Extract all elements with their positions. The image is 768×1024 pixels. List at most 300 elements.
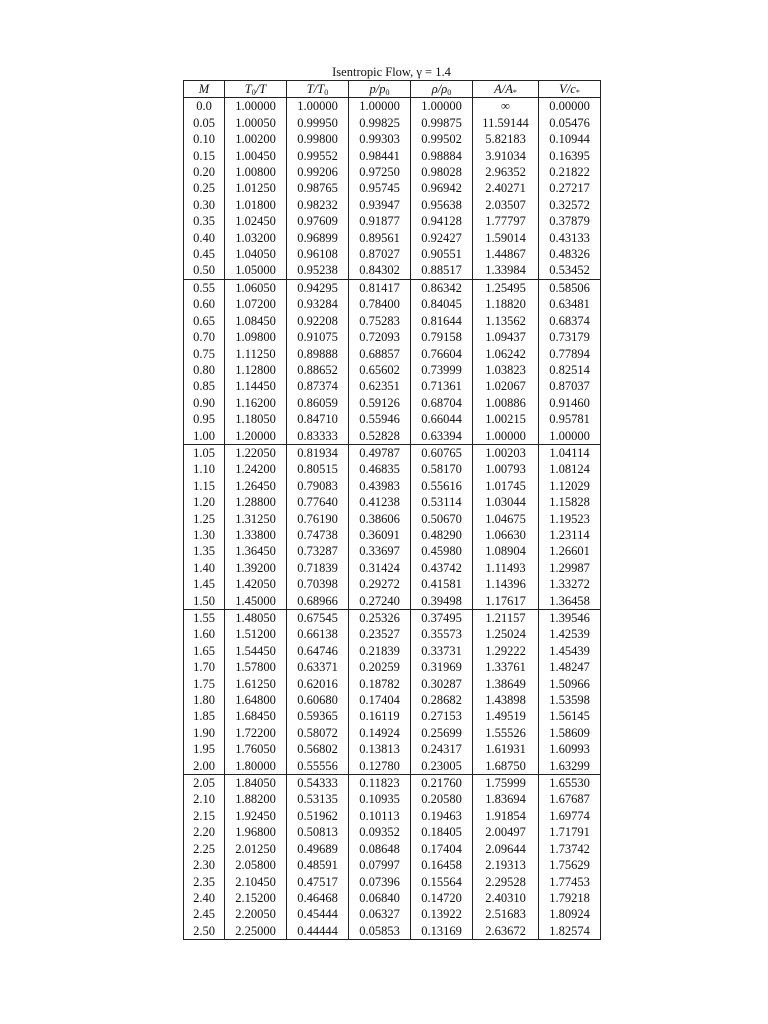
cell-p-over-p0: 0.49787: [349, 444, 411, 461]
cell-mach: 1.90: [184, 725, 225, 741]
cell-t-over-t0: 0.51962: [287, 808, 349, 824]
table-row: [184, 890, 601, 906]
cell-mach: 0.05: [184, 115, 225, 131]
cell-rho-over-rho0: 0.16458: [411, 857, 473, 873]
cell-p-over-p0: 0.41238: [349, 494, 411, 510]
cell-mach: 1.85: [184, 708, 225, 724]
cell-a-over-astar: 2.19313: [473, 857, 539, 873]
cell-mach: 1.65: [184, 643, 225, 659]
cell-rho-over-rho0: 0.48290: [411, 527, 473, 543]
cell-t-over-t0: 0.86059: [287, 395, 349, 411]
cell-mach: 1.25: [184, 511, 225, 527]
cell-rho-over-rho0: 0.43742: [411, 560, 473, 576]
cell-rho-over-rho0: 0.19463: [411, 808, 473, 824]
cell-t0-over-t: 1.20000: [225, 428, 287, 445]
cell-rho-over-rho0: 0.71361: [411, 378, 473, 394]
cell-t-over-t0: 0.80515: [287, 461, 349, 477]
cell-a-over-astar: 1.43898: [473, 692, 539, 708]
cell-p-over-p0: 0.07396: [349, 874, 411, 890]
cell-t-over-t0: 0.46468: [287, 890, 349, 906]
cell-t-over-t0: 0.88652: [287, 362, 349, 378]
cell-t0-over-t: 1.00450: [225, 148, 287, 164]
cell-a-over-astar: 1.06242: [473, 346, 539, 362]
cell-a-over-astar: 2.40271: [473, 180, 539, 196]
cell-a-over-astar: 1.00215: [473, 411, 539, 427]
cell-t-over-t0: 0.71839: [287, 560, 349, 576]
table-row: [184, 148, 601, 164]
cell-mach: 1.35: [184, 543, 225, 559]
cell-rho-over-rho0: 0.30287: [411, 676, 473, 692]
cell-t0-over-t: 1.48050: [225, 610, 287, 627]
cell-v-over-cstar: 0.43133: [539, 230, 601, 246]
cell-a-over-astar: 1.49519: [473, 708, 539, 724]
cell-p-over-p0: 0.10935: [349, 791, 411, 807]
table-row: [184, 197, 601, 213]
cell-v-over-cstar: 1.45439: [539, 643, 601, 659]
table-row: [184, 906, 601, 922]
cell-t0-over-t: 1.07200: [225, 296, 287, 312]
header-temperature-ratio: $T/T_0$: [287, 81, 349, 98]
cell-t-over-t0: 0.67545: [287, 610, 349, 627]
cell-t-over-t0: 0.96899: [287, 230, 349, 246]
cell-t0-over-t: 1.33800: [225, 527, 287, 543]
cell-rho-over-rho0: 0.81644: [411, 313, 473, 329]
cell-t-over-t0: 0.84710: [287, 411, 349, 427]
cell-t-over-t0: 0.55556: [287, 758, 349, 775]
table-row: [184, 626, 601, 642]
cell-p-over-p0: 0.07997: [349, 857, 411, 873]
cell-a-over-astar: 1.13562: [473, 313, 539, 329]
cell-mach: 1.10: [184, 461, 225, 477]
cell-v-over-cstar: 1.29987: [539, 560, 601, 576]
cell-p-over-p0: 0.43983: [349, 478, 411, 494]
cell-t0-over-t: 1.05000: [225, 262, 287, 279]
cell-mach: 1.50: [184, 593, 225, 610]
cell-t-over-t0: 0.70398: [287, 576, 349, 592]
cell-t0-over-t: 2.15200: [225, 890, 287, 906]
cell-t-over-t0: 0.99800: [287, 131, 349, 147]
cell-rho-over-rho0: 0.33731: [411, 643, 473, 659]
cell-p-over-p0: 0.12780: [349, 758, 411, 775]
cell-t-over-t0: 0.50813: [287, 824, 349, 840]
cell-v-over-cstar: 0.16395: [539, 148, 601, 164]
cell-t0-over-t: 1.04050: [225, 246, 287, 262]
table-row: [184, 395, 601, 411]
cell-rho-over-rho0: 0.39498: [411, 593, 473, 610]
cell-t-over-t0: 0.99552: [287, 148, 349, 164]
table-row: [184, 775, 601, 792]
cell-t0-over-t: 1.96800: [225, 824, 287, 840]
cell-p-over-p0: 0.18782: [349, 676, 411, 692]
cell-t0-over-t: 1.09800: [225, 329, 287, 345]
cell-v-over-cstar: 0.58506: [539, 279, 601, 296]
cell-a-over-astar: 2.00497: [473, 824, 539, 840]
cell-v-over-cstar: 1.33272: [539, 576, 601, 592]
cell-p-over-p0: 0.81417: [349, 279, 411, 296]
cell-t0-over-t: 1.12800: [225, 362, 287, 378]
cell-a-over-astar: 2.03507: [473, 197, 539, 213]
cell-rho-over-rho0: 0.58170: [411, 461, 473, 477]
cell-p-over-p0: 0.93947: [349, 197, 411, 213]
cell-rho-over-rho0: 0.55616: [411, 478, 473, 494]
cell-mach: 2.50: [184, 923, 225, 940]
header-area-ratio: $A/A_*$: [473, 81, 539, 98]
cell-a-over-astar: 1.33761: [473, 659, 539, 675]
cell-mach: 0.20: [184, 164, 225, 180]
cell-rho-over-rho0: 0.24317: [411, 741, 473, 757]
cell-rho-over-rho0: 0.84045: [411, 296, 473, 312]
cell-a-over-astar: 1.04675: [473, 511, 539, 527]
table-row: [184, 313, 601, 329]
table-row: [184, 494, 601, 510]
cell-a-over-astar: 1.59014: [473, 230, 539, 246]
cell-rho-over-rho0: 0.35573: [411, 626, 473, 642]
cell-p-over-p0: 0.06327: [349, 906, 411, 922]
cell-v-over-cstar: 1.12029: [539, 478, 601, 494]
table-row: [184, 676, 601, 692]
cell-rho-over-rho0: 0.37495: [411, 610, 473, 627]
cell-t0-over-t: 1.11250: [225, 346, 287, 362]
cell-p-over-p0: 0.97250: [349, 164, 411, 180]
cell-p-over-p0: 0.20259: [349, 659, 411, 675]
cell-rho-over-rho0: 0.23005: [411, 758, 473, 775]
table-row: [184, 543, 601, 559]
isentropic-flow-table: [183, 80, 601, 940]
cell-a-over-astar: 1.03044: [473, 494, 539, 510]
table-row: [184, 758, 601, 775]
cell-a-over-astar: 1.61931: [473, 741, 539, 757]
cell-t0-over-t: 1.39200: [225, 560, 287, 576]
cell-rho-over-rho0: 0.21760: [411, 775, 473, 792]
cell-mach: 0.50: [184, 262, 225, 279]
cell-t-over-t0: 0.87374: [287, 378, 349, 394]
cell-a-over-astar: 2.63672: [473, 923, 539, 940]
cell-rho-over-rho0: 0.14720: [411, 890, 473, 906]
cell-t-over-t0: 0.62016: [287, 676, 349, 692]
header-velocity-ratio: $V/c_*$: [539, 81, 601, 98]
cell-t0-over-t: 2.25000: [225, 923, 287, 940]
cell-v-over-cstar: 1.48247: [539, 659, 601, 675]
cell-t-over-t0: 0.60680: [287, 692, 349, 708]
table-row: [184, 411, 601, 427]
cell-a-over-astar: 1.01745: [473, 478, 539, 494]
cell-t0-over-t: 1.61250: [225, 676, 287, 692]
cell-mach: 0.45: [184, 246, 225, 262]
cell-t-over-t0: 0.73287: [287, 543, 349, 559]
cell-mach: 1.40: [184, 560, 225, 576]
cell-mach: 2.35: [184, 874, 225, 890]
cell-t-over-t0: 0.95238: [287, 262, 349, 279]
table-row: [184, 461, 601, 477]
cell-mach: 0.65: [184, 313, 225, 329]
cell-p-over-p0: 0.16119: [349, 708, 411, 724]
table-row: [184, 610, 601, 627]
cell-a-over-astar: 1.06630: [473, 527, 539, 543]
cell-mach: 2.40: [184, 890, 225, 906]
cell-t-over-t0: 0.99206: [287, 164, 349, 180]
cell-v-over-cstar: 1.36458: [539, 593, 601, 610]
cell-p-over-p0: 0.08648: [349, 841, 411, 857]
cell-t0-over-t: 1.84050: [225, 775, 287, 792]
cell-v-over-cstar: 1.71791: [539, 824, 601, 840]
table-row: [184, 444, 601, 461]
cell-mach: 2.20: [184, 824, 225, 840]
cell-mach: 0.95: [184, 411, 225, 427]
cell-p-over-p0: 0.33697: [349, 543, 411, 559]
cell-p-over-p0: 0.75283: [349, 313, 411, 329]
cell-t0-over-t: 1.42050: [225, 576, 287, 592]
cell-a-over-astar: 1.00203: [473, 444, 539, 461]
cell-v-over-cstar: 1.79218: [539, 890, 601, 906]
cell-rho-over-rho0: 0.41581: [411, 576, 473, 592]
cell-v-over-cstar: 1.80924: [539, 906, 601, 922]
cell-t-over-t0: 0.93284: [287, 296, 349, 312]
header-pressure-ratio: $p/p_0$: [349, 81, 411, 98]
cell-v-over-cstar: 1.53598: [539, 692, 601, 708]
cell-mach: 0.55: [184, 279, 225, 296]
cell-mach: 2.25: [184, 841, 225, 857]
cell-mach: 1.20: [184, 494, 225, 510]
cell-a-over-astar: 1.83694: [473, 791, 539, 807]
cell-p-over-p0: 0.89561: [349, 230, 411, 246]
cell-v-over-cstar: 0.95781: [539, 411, 601, 427]
cell-t0-over-t: 1.16200: [225, 395, 287, 411]
cell-t-over-t0: 0.99950: [287, 115, 349, 131]
table-caption: Isentropic Flow, γ = 1.4: [332, 65, 451, 79]
cell-rho-over-rho0: 0.73999: [411, 362, 473, 378]
cell-rho-over-rho0: 0.13169: [411, 923, 473, 940]
cell-t0-over-t: 1.00800: [225, 164, 287, 180]
cell-rho-over-rho0: 0.28682: [411, 692, 473, 708]
cell-v-over-cstar: 1.58609: [539, 725, 601, 741]
cell-v-over-cstar: 1.50966: [539, 676, 601, 692]
cell-v-over-cstar: 1.69774: [539, 808, 601, 824]
cell-v-over-cstar: 1.73742: [539, 841, 601, 857]
cell-v-over-cstar: 1.42539: [539, 626, 601, 642]
cell-t0-over-t: 2.05800: [225, 857, 287, 873]
cell-v-over-cstar: 0.32572: [539, 197, 601, 213]
cell-mach: 2.30: [184, 857, 225, 873]
cell-rho-over-rho0: 0.50670: [411, 511, 473, 527]
cell-t-over-t0: 0.98232: [287, 197, 349, 213]
cell-v-over-cstar: 1.82574: [539, 923, 601, 940]
cell-v-over-cstar: 0.73179: [539, 329, 601, 345]
cell-p-over-p0: 0.55946: [349, 411, 411, 427]
table-row: [184, 560, 601, 576]
cell-v-over-cstar: 1.04114: [539, 444, 601, 461]
cell-rho-over-rho0: 0.25699: [411, 725, 473, 741]
cell-mach: 1.70: [184, 659, 225, 675]
cell-a-over-astar: 1.00793: [473, 461, 539, 477]
cell-v-over-cstar: 1.67687: [539, 791, 601, 807]
cell-t0-over-t: 1.45000: [225, 593, 287, 610]
cell-a-over-astar: 1.09437: [473, 329, 539, 345]
cell-mach: 2.45: [184, 906, 225, 922]
cell-p-over-p0: 0.29272: [349, 576, 411, 592]
cell-v-over-cstar: 1.15828: [539, 494, 601, 510]
cell-mach: 1.80: [184, 692, 225, 708]
table-row: [184, 741, 601, 757]
cell-v-over-cstar: 0.82514: [539, 362, 601, 378]
cell-mach: 0.15: [184, 148, 225, 164]
cell-a-over-astar: 2.40310: [473, 890, 539, 906]
cell-a-over-astar: 2.29528: [473, 874, 539, 890]
cell-t-over-t0: 0.74738: [287, 527, 349, 543]
table-row: [184, 511, 601, 527]
cell-t-over-t0: 0.94295: [287, 279, 349, 296]
cell-t0-over-t: 1.18050: [225, 411, 287, 427]
cell-v-over-cstar: 1.19523: [539, 511, 601, 527]
cell-a-over-astar: 1.29222: [473, 643, 539, 659]
cell-mach: 0.70: [184, 329, 225, 345]
cell-mach: 2.05: [184, 775, 225, 792]
cell-mach: 0.85: [184, 378, 225, 394]
cell-t0-over-t: 1.02450: [225, 213, 287, 229]
cell-mach: 0.80: [184, 362, 225, 378]
cell-p-over-p0: 0.14924: [349, 725, 411, 741]
cell-mach: 0.25: [184, 180, 225, 196]
cell-p-over-p0: 0.72093: [349, 329, 411, 345]
cell-p-over-p0: 0.46835: [349, 461, 411, 477]
table-row: [184, 279, 601, 296]
cell-v-over-cstar: 0.53452: [539, 262, 601, 279]
table-row: [184, 378, 601, 394]
table-row: [184, 180, 601, 196]
cell-mach: 1.95: [184, 741, 225, 757]
cell-t-over-t0: 0.66138: [287, 626, 349, 642]
cell-v-over-cstar: 0.10944: [539, 131, 601, 147]
cell-rho-over-rho0: 0.76604: [411, 346, 473, 362]
cell-mach: 0.75: [184, 346, 225, 362]
cell-p-over-p0: 0.31424: [349, 560, 411, 576]
cell-t0-over-t: 1.24200: [225, 461, 287, 477]
cell-mach: 0.90: [184, 395, 225, 411]
cell-t0-over-t: 1.68450: [225, 708, 287, 724]
cell-mach: 1.45: [184, 576, 225, 592]
table-row: [184, 296, 601, 312]
cell-t0-over-t: 1.08450: [225, 313, 287, 329]
cell-p-over-p0: 0.59126: [349, 395, 411, 411]
cell-t-over-t0: 0.98765: [287, 180, 349, 196]
table-row: [184, 857, 601, 873]
cell-a-over-astar: 1.25024: [473, 626, 539, 642]
cell-p-over-p0: 0.99303: [349, 131, 411, 147]
cell-t0-over-t: 1.00050: [225, 115, 287, 131]
table-row: [184, 262, 601, 279]
cell-rho-over-rho0: 0.63394: [411, 428, 473, 445]
cell-p-over-p0: 0.10113: [349, 808, 411, 824]
cell-t0-over-t: 2.01250: [225, 841, 287, 857]
cell-t0-over-t: 1.03200: [225, 230, 287, 246]
cell-t-over-t0: 0.48591: [287, 857, 349, 873]
cell-p-over-p0: 0.17404: [349, 692, 411, 708]
cell-t0-over-t: 2.10450: [225, 874, 287, 890]
cell-mach: 2.10: [184, 791, 225, 807]
table-row: [184, 576, 601, 592]
cell-v-over-cstar: 0.63481: [539, 296, 601, 312]
cell-t-over-t0: 0.63371: [287, 659, 349, 675]
cell-p-over-p0: 0.36091: [349, 527, 411, 543]
cell-t0-over-t: 1.26450: [225, 478, 287, 494]
cell-a-over-astar: 1.44867: [473, 246, 539, 262]
cell-a-over-astar: 1.55526: [473, 725, 539, 741]
header-row: [184, 81, 601, 98]
cell-p-over-p0: 0.98441: [349, 148, 411, 164]
cell-rho-over-rho0: 0.90551: [411, 246, 473, 262]
cell-v-over-cstar: 0.27217: [539, 180, 601, 196]
cell-t-over-t0: 0.76190: [287, 511, 349, 527]
cell-t0-over-t: 1.01800: [225, 197, 287, 213]
table-row: [184, 329, 601, 345]
table-row: [184, 923, 601, 940]
cell-mach: 2.00: [184, 758, 225, 775]
table-row: [184, 164, 601, 180]
cell-mach: 1.05: [184, 444, 225, 461]
cell-rho-over-rho0: 0.20580: [411, 791, 473, 807]
cell-p-over-p0: 0.87027: [349, 246, 411, 262]
cell-rho-over-rho0: 0.31969: [411, 659, 473, 675]
cell-t0-over-t: 1.92450: [225, 808, 287, 824]
cell-v-over-cstar: 1.00000: [539, 428, 601, 445]
cell-mach: 1.55: [184, 610, 225, 627]
cell-t0-over-t: 1.00200: [225, 131, 287, 147]
cell-rho-over-rho0: 0.66044: [411, 411, 473, 427]
cell-v-over-cstar: 1.56145: [539, 708, 601, 724]
cell-rho-over-rho0: 0.68704: [411, 395, 473, 411]
cell-v-over-cstar: 1.65530: [539, 775, 601, 792]
cell-t-over-t0: 0.89888: [287, 346, 349, 362]
table-row: [184, 692, 601, 708]
cell-p-over-p0: 0.91877: [349, 213, 411, 229]
cell-rho-over-rho0: 0.92427: [411, 230, 473, 246]
cell-t-over-t0: 0.64746: [287, 643, 349, 659]
cell-p-over-p0: 0.13813: [349, 741, 411, 757]
cell-p-over-p0: 0.05853: [349, 923, 411, 940]
cell-a-over-astar: 1.91854: [473, 808, 539, 824]
cell-t0-over-t: 1.28800: [225, 494, 287, 510]
cell-rho-over-rho0: 0.13922: [411, 906, 473, 922]
cell-v-over-cstar: 0.77894: [539, 346, 601, 362]
table-row: [184, 808, 601, 824]
cell-p-over-p0: 0.68857: [349, 346, 411, 362]
cell-mach: 0.60: [184, 296, 225, 312]
cell-p-over-p0: 0.25326: [349, 610, 411, 627]
cell-a-over-astar: 1.08904: [473, 543, 539, 559]
table-row: [184, 527, 601, 543]
cell-v-over-cstar: 0.00000: [539, 98, 601, 115]
cell-t-over-t0: 0.45444: [287, 906, 349, 922]
cell-t0-over-t: 1.36450: [225, 543, 287, 559]
cell-t0-over-t: 1.57800: [225, 659, 287, 675]
table-row: [184, 478, 601, 494]
table-row: [184, 213, 601, 229]
header-stagnation-temperature-ratio: $T_0/T$: [225, 81, 287, 98]
table-row: [184, 115, 601, 131]
cell-rho-over-rho0: 0.53114: [411, 494, 473, 510]
cell-t-over-t0: 0.59365: [287, 708, 349, 724]
cell-p-over-p0: 0.52828: [349, 428, 411, 445]
cell-mach: 1.00: [184, 428, 225, 445]
document-page: [183, 64, 600, 940]
cell-v-over-cstar: 1.77453: [539, 874, 601, 890]
header-density-ratio: $\rho/\rho_0$: [411, 81, 473, 98]
cell-v-over-cstar: 1.08124: [539, 461, 601, 477]
cell-t-over-t0: 0.47517: [287, 874, 349, 890]
cell-v-over-cstar: 0.48326: [539, 246, 601, 262]
cell-t-over-t0: 0.54333: [287, 775, 349, 792]
cell-rho-over-rho0: 0.98028: [411, 164, 473, 180]
cell-t0-over-t: 2.20050: [225, 906, 287, 922]
